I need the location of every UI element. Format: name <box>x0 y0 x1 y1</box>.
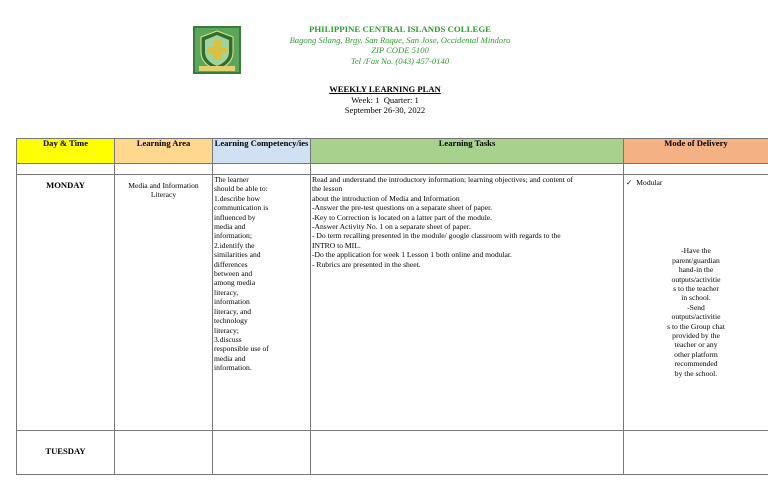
mode-instruction-line: hand-in the <box>678 265 714 275</box>
learning-area-cell <box>115 175 213 431</box>
plan-title: WEEKLY LEARNING PLAN <box>329 84 441 94</box>
mode-instruction-line: by the school. <box>674 368 718 378</box>
competency-line: technology <box>214 316 248 326</box>
college-seal-icon <box>193 26 241 74</box>
checkmark-icon: ✓ <box>626 178 633 187</box>
day-label-tuesday: TUESDAY <box>45 446 86 456</box>
competency-line: communication is <box>214 203 269 213</box>
tasks-list <box>312 175 622 269</box>
competency-line: 2.identify the <box>214 240 255 250</box>
competency-line: influenced by <box>214 212 256 222</box>
day-cell <box>17 175 115 431</box>
competency-line: differences <box>214 259 248 269</box>
task-line: - Rubrics are presented in the sheet. <box>312 259 421 269</box>
task-line: INTRO to MIL. <box>312 240 361 250</box>
mode-instruction-line: teacher or any <box>674 340 718 350</box>
spacer-row <box>17 164 768 175</box>
competency-line: literacy, and <box>214 306 252 316</box>
table-row-tuesday <box>17 431 768 475</box>
task-line: the lesson <box>312 184 343 194</box>
task-line: -Key to Correction is located on a latter part of the module. <box>312 212 493 222</box>
header-mode-of-delivery: Mode of Delivery <box>624 139 768 164</box>
mode-label: Modular <box>636 178 663 187</box>
learning-plan-table <box>16 138 768 475</box>
mode-instructions <box>657 246 735 378</box>
header-learning-tasks: Learning Tasks <box>311 139 624 164</box>
learning-area-text: Media and Information Literacy <box>128 181 199 200</box>
mode-instruction-line: parent/guardian <box>672 255 720 265</box>
competency-line: literacy; <box>214 325 239 335</box>
mode-instruction-line: in school. <box>681 293 711 303</box>
college-header <box>240 24 560 66</box>
competency-line: 1.describe how <box>214 193 260 203</box>
competency-list <box>214 175 309 373</box>
week-quarter: Week: 1 Quarter: 1 <box>351 94 419 105</box>
competency-line: between and <box>214 269 253 279</box>
task-line: - Do term recalling presented in the module/ google classroom with regards to the <box>312 231 561 241</box>
mode-instruction-line: s to the teacher <box>673 284 719 294</box>
tasks-cell <box>311 175 624 431</box>
competency-line: literacy, <box>214 287 239 297</box>
competency-line: The learner <box>214 175 249 184</box>
task-line: Read and understand the introductory information; learning objectives; and content of <box>312 175 574 184</box>
day-label-monday: MONDAY <box>46 180 85 190</box>
mode-instruction-line: -Have the <box>681 246 711 256</box>
header-day-time: Day & Time <box>17 139 115 164</box>
competency-line: media and <box>214 353 246 363</box>
competency-line: 3.discuss <box>214 334 242 344</box>
competency-line: similarities and <box>214 250 261 260</box>
mode-instruction-line: provided by the <box>672 331 720 341</box>
college-tel: Tel /Fax No. (043) 457-0140 <box>350 55 450 66</box>
competency-cell <box>213 175 311 431</box>
competency-line: responsible use of <box>214 344 269 354</box>
mode-instruction-line: outputs/activitie <box>671 312 721 322</box>
mode-instruction-line: outputs/activitie <box>671 274 721 284</box>
competency-line: media and <box>214 222 246 232</box>
mode-cell <box>624 175 768 431</box>
competency-line: information. <box>214 363 252 373</box>
day-cell <box>17 431 115 475</box>
mode-instruction-line: -Send <box>687 302 705 312</box>
table-row-monday <box>17 175 768 431</box>
college-address: Bagong Silang, Brgy. San Roque, San Jose, Occidental Mindoro <box>289 34 511 45</box>
plan-header <box>250 84 520 116</box>
header-learning-area: Learning Area <box>115 139 213 164</box>
task-line: -Do the application for week 1 Lesson 1 both online and modular. <box>312 250 512 260</box>
college-name: PHILIPPINE CENTRAL ISLANDS COLLEGE <box>308 24 492 34</box>
header-learning-competency: Learning Competency/ies <box>213 139 311 164</box>
mode-instruction-line: other platform <box>674 349 718 359</box>
task-line: -Answer the pre-test questions on a separate sheet of paper. <box>312 203 493 213</box>
task-line: about the introduction of Media and Information <box>312 193 460 203</box>
college-zip: ZIP CODE 5100 <box>371 45 429 55</box>
mode-instruction-line: recommended <box>674 359 718 369</box>
competency-line: information <box>214 297 250 307</box>
table-header-row <box>17 139 768 164</box>
competency-line: among media <box>214 278 256 288</box>
task-line: -Answer Activity No. 1 on a separate sheet of paper. <box>312 222 471 232</box>
plan-dates: September 26-30, 2022 <box>344 105 426 116</box>
mode-instruction-line: s to the Group chat <box>667 321 725 331</box>
competency-line: information; <box>214 231 252 241</box>
competency-line: should be able to: <box>214 184 268 194</box>
